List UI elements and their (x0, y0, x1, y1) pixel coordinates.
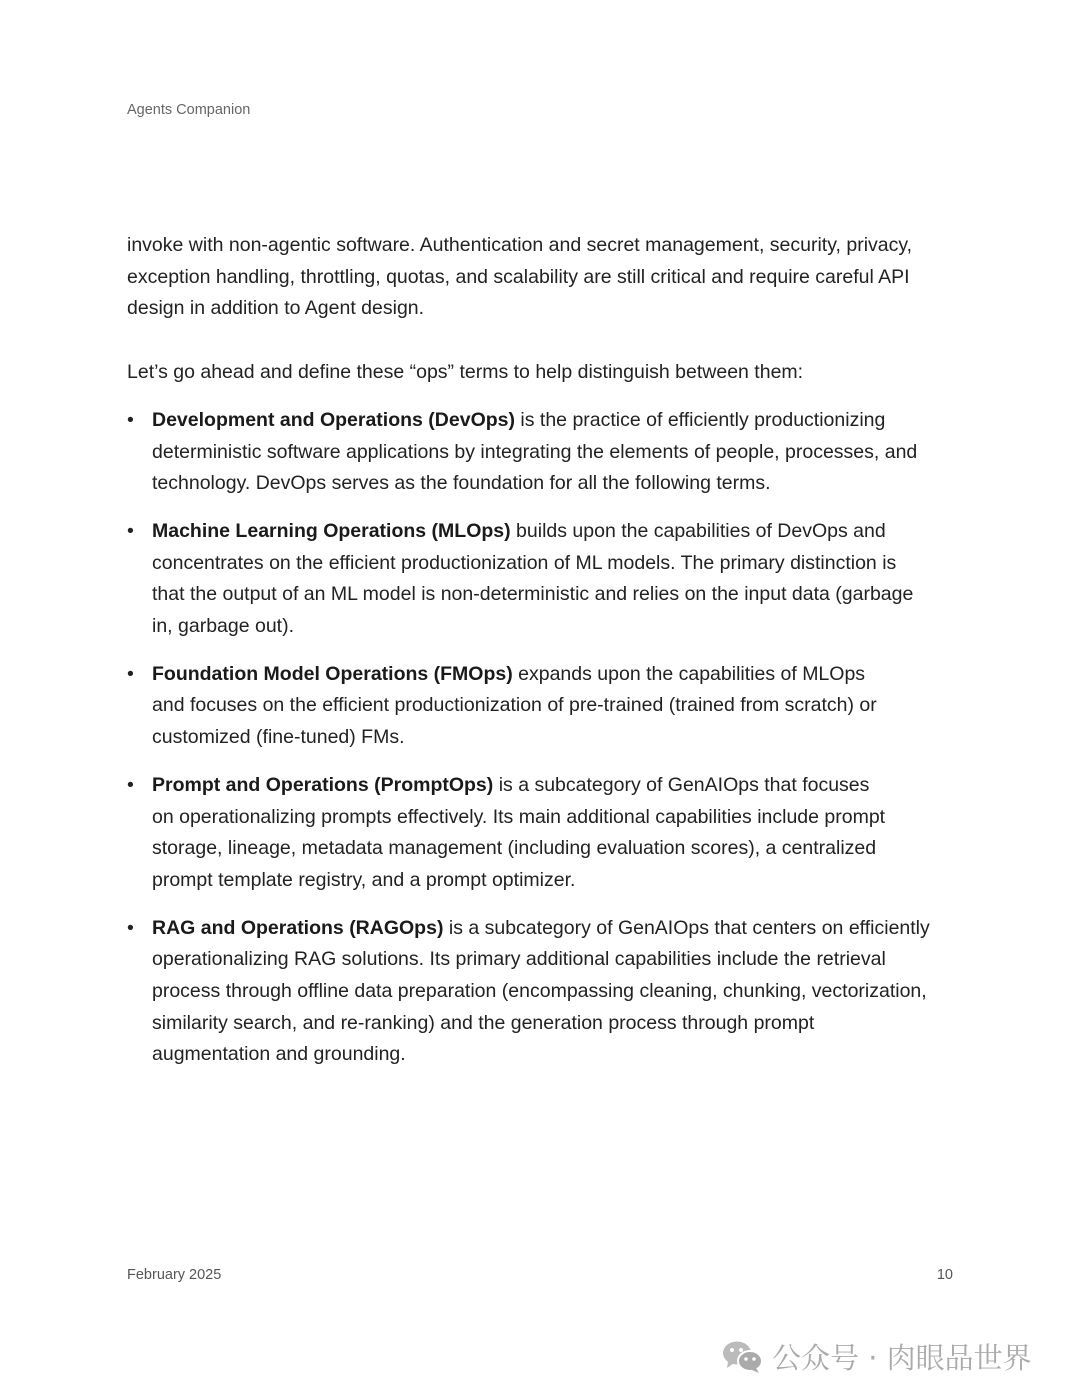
term-description: technology. DevOps serves as the foundation for all the following terms. (152, 472, 771, 495)
text-line (152, 913, 967, 945)
bullet-icon: • (127, 916, 134, 939)
term-name: Machine Learning Operations (MLOps) (152, 519, 511, 542)
text-line (152, 579, 967, 611)
page-body (127, 230, 967, 1087)
text-line (152, 468, 967, 500)
term-description: prompt template registry, and a prompt optimizer. (152, 868, 576, 891)
wechat-icon (722, 1340, 764, 1374)
term-description: storage, lineage, metadata management (including evaluation scores), a centralized (152, 837, 877, 860)
list-item (127, 659, 967, 754)
term-description: similarity search, and re-ranking) and the generation process through prompt (152, 1011, 815, 1034)
term-description: that the output of an ML model is non-deterministic and relies on the input data (garbage (152, 583, 914, 606)
term-description: concentrates on the efficient productionization of ML models. The primary distinction is (152, 551, 897, 574)
text-line: exception handling, throttling, quotas, and scalability are still critical and require careful API (127, 265, 910, 288)
bullet-icon: • (127, 519, 134, 542)
bullet-icon: • (127, 662, 134, 685)
text-line (152, 802, 967, 834)
text-line (152, 1008, 967, 1040)
text-line (152, 437, 967, 469)
text-line (152, 516, 967, 548)
text-line (152, 1039, 967, 1071)
term-name: Foundation Model Operations (FMOps) (152, 662, 513, 685)
bullet-icon: • (127, 408, 134, 431)
list-item (127, 913, 967, 1072)
text-line (152, 659, 967, 691)
text-line (152, 548, 967, 580)
text-line (152, 770, 967, 802)
running-header: Agents Companion (127, 102, 251, 118)
term-description: expands upon the capabilities of MLOps (512, 662, 866, 685)
term-name: RAG and Operations (RAGOps) (152, 916, 444, 939)
watermark (722, 1336, 1032, 1377)
text-line (152, 865, 967, 897)
term-description: is the practice of efficiently productionizing (515, 408, 886, 431)
bullet-icon: • (127, 773, 134, 796)
footer-date: February 2025 (127, 1267, 222, 1283)
term-description: is a subcategory of GenAIOps that centers on efficiently (443, 916, 930, 939)
text-line (152, 976, 967, 1008)
term-description: process through offline data preparation (encompassing cleaning, chunking, vectorization, (152, 980, 927, 1003)
list-item (127, 405, 967, 500)
text-line: invoke with non-agentic software. Authentication and secret management, security, privacy, (127, 234, 913, 256)
term-description: operationalizing RAG solutions. Its primary additional capabilities include the retrieval (152, 948, 886, 971)
term-name: Prompt and Operations (PromptOps) (152, 773, 494, 796)
text-line (152, 944, 967, 976)
list-item (127, 516, 967, 643)
text-line (152, 405, 967, 437)
text-line: design in addition to Agent design. (127, 297, 425, 320)
watermark-text: 公众号 · 肉眼品世界 (772, 1341, 1032, 1375)
text-line (152, 611, 967, 643)
term-description: and focuses on the efficient productionization of pre-trained (trained from scratch) or (152, 694, 877, 717)
term-description: is a subcategory of GenAIOps that focuses (493, 773, 870, 796)
term-description: builds upon the capabilities of DevOps and (510, 519, 886, 542)
term-description: on operationalizing prompts effectively. Its main additional capabilities include prompt (152, 805, 886, 828)
term-description: in, garbage out). (152, 615, 295, 638)
term-description: augmentation and grounding. (152, 1043, 406, 1066)
text-line (152, 690, 967, 722)
text-line (152, 833, 967, 865)
intro-paragraph: Let’s go ahead and define these “ops” terms to help distinguish between them: (127, 361, 804, 384)
paragraph (127, 230, 967, 325)
term-description: deterministic software applications by integrating the elements of people, processes, and (152, 440, 918, 463)
list-item (127, 770, 967, 897)
ops-terms-list (127, 405, 967, 1071)
term-description: customized (fine-tuned) FMs. (152, 726, 405, 749)
text-line (152, 722, 967, 754)
page-number: 10 (936, 1267, 953, 1283)
term-name: Development and Operations (DevOps) (152, 408, 515, 431)
